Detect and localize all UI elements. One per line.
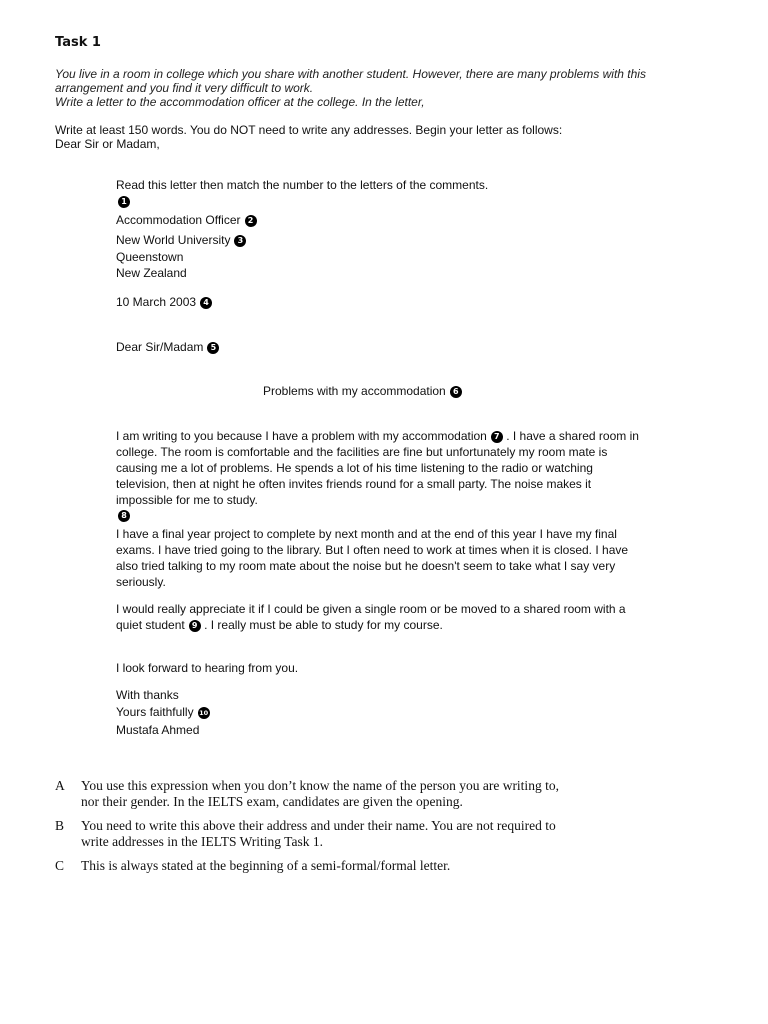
paragraph-3-end: . I really must be able to study for my course.: [204, 618, 443, 632]
city: Queenstown: [116, 250, 184, 264]
marker-6-icon: 6: [450, 386, 462, 398]
signature-name: Mustafa Ahmed: [116, 723, 200, 737]
comment-a: [55, 778, 575, 810]
comment-text: You use this expression when you don’t know the name of the person you are writing to, nor their gender. In the IELTS exam, candidates are given the opening.: [81, 778, 559, 809]
marker-9-icon: 9: [189, 620, 201, 632]
marker-1-icon: 1: [118, 196, 130, 208]
paragraph-1-start: I am writing to you because I have a problem with my accommodation: [116, 429, 487, 443]
marker-2-icon: 2: [245, 215, 257, 227]
marker-8-icon: 8: [118, 510, 130, 522]
marker-1-row: [116, 194, 130, 208]
closing-line: I look forward to hearing from you.: [116, 661, 299, 675]
letter-instruction: Read this letter then match the number to the letters of the comments.: [116, 178, 489, 192]
sign-off: Yours faithfully: [116, 705, 194, 719]
salutation-line: [116, 340, 219, 354]
paragraph-1-middle: . I have a shared: [506, 429, 596, 443]
country: New Zealand: [116, 266, 187, 280]
comment-text: This is always stated at the beginning of a semi-formal/formal letter.: [81, 858, 451, 873]
comment-key: C: [55, 858, 65, 873]
recipient: Accommodation Officer: [116, 213, 241, 227]
paragraph-3-start: I would really appreciate it if I could be given a single room or be moved to a shared room with a quiet student: [116, 602, 626, 632]
comment-b: [55, 818, 575, 850]
comment-key: B: [55, 818, 65, 833]
marker-8-row: [116, 508, 130, 522]
comment-key: A: [55, 778, 65, 793]
comments-list: [55, 778, 575, 882]
prompt-word-count: Write at least 150 words. You do NOT need to write any addresses. Begin your letter as follows:: [55, 123, 563, 137]
date-line: [116, 295, 212, 309]
marker-10-icon: 10: [199, 708, 209, 717]
comment-text: You need to write this above their address and under their name. You are not required to write addresses in the IELTS Writing Task 1.: [81, 818, 556, 849]
thanks-line: With thanks: [116, 688, 179, 702]
sign-off-line: [116, 705, 210, 719]
paragraph-2: I have a final year project to complete by next month and at the end of this year I have my final exams. I have tried going to the library. But I often need to work at times when it is closed. I have also tried talking to my room mate about the noise but he doesn't seem to take what I say very seriously.: [116, 527, 629, 589]
subject: Problems with my accommodation: [263, 384, 446, 398]
comment-c: [55, 858, 575, 874]
paragraph-3: [116, 601, 646, 633]
letter-date: 10 March 2003: [116, 295, 197, 309]
paragraph-1-end: room in college. The room is comfortable and the facilities are fine but unfortunately my room mate is causing me a lot of problems. He spends a lot of his time listening to the radio or watching television, then at night he often invites friends round for a small party. The noise makes it impossible for me to study.: [116, 429, 639, 507]
org-line: [116, 233, 246, 247]
prompt-opening: Dear Sir or Madam,: [55, 137, 160, 151]
prompt-instruction: Write a letter to the accommodation officer at the college. In the letter,: [55, 95, 425, 109]
task-prompt: [55, 67, 715, 151]
marker-7-icon: 7: [491, 431, 503, 443]
subject-line: [263, 384, 462, 398]
task-title: Task 1: [55, 35, 101, 50]
marker-5-icon: 5: [207, 342, 219, 354]
organisation: New World University: [116, 233, 231, 247]
recipient-line: [116, 213, 257, 227]
marker-4-icon: 4: [200, 297, 212, 309]
prompt-scenario: You live in a room in college which you share with another student. However, there are many problems with this arrangement and you find it very difficult to work.: [55, 67, 646, 95]
salutation: Dear Sir/Madam: [116, 340, 204, 354]
marker-3-icon: 3: [234, 235, 246, 247]
paragraph-1: [116, 428, 646, 508]
